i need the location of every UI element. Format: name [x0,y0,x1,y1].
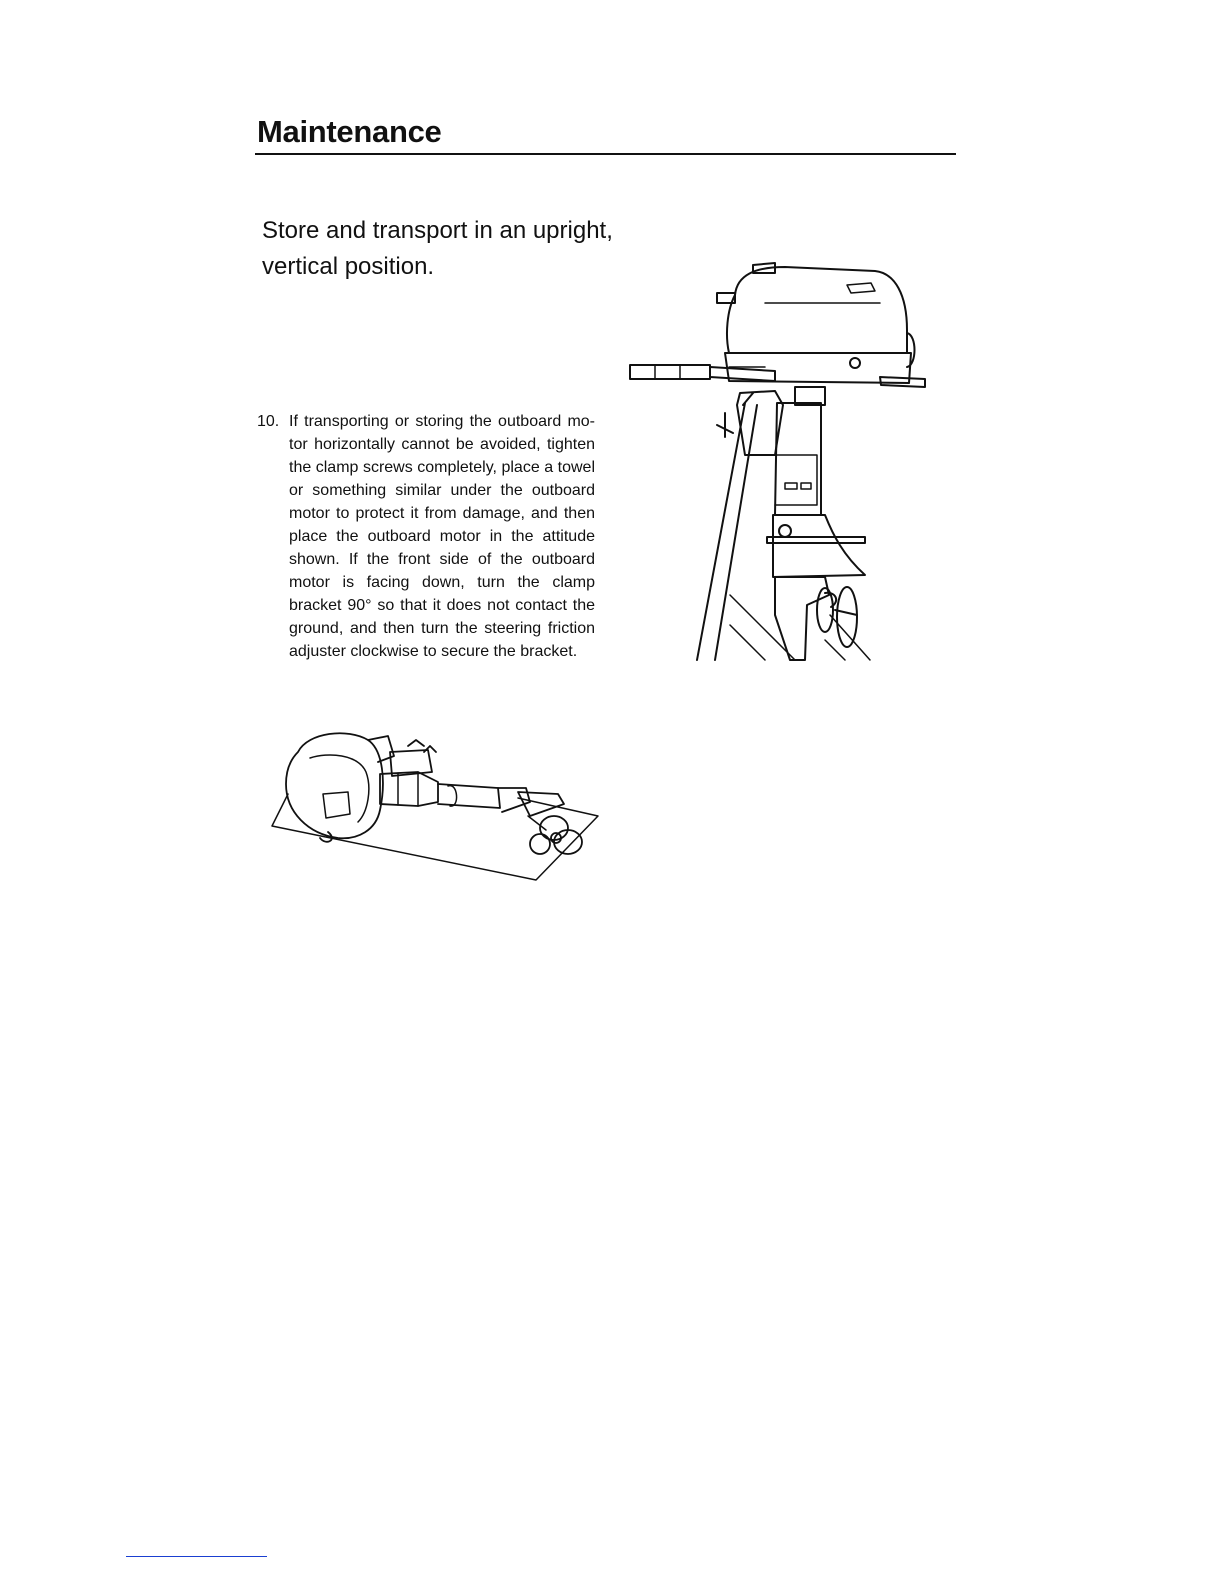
step-text: If transporting or storing the outboard motor horizontally cannot be avoided, tighten the clamp screws completely, place a towel or something similar under the outboard motor to protect it from damage, and then place the outboard motor in the attitude shown. If the front side of the outboard motor is facing down, turn the clamp bracket 90° so that it does not contact the ground, and then turn the steering friction adjuster clockwise to secure the bracket. [289,413,595,660]
horizontal-motor-illustration [268,722,603,887]
step-number: 10. [257,413,280,430]
storage-notice: Store and transport in an upright, vertical position. [262,217,613,280]
page-title: Maintenance [257,114,442,149]
upright-motor-illustration [625,255,935,665]
footer-link-underline [126,1556,267,1557]
title-rule [255,153,956,155]
